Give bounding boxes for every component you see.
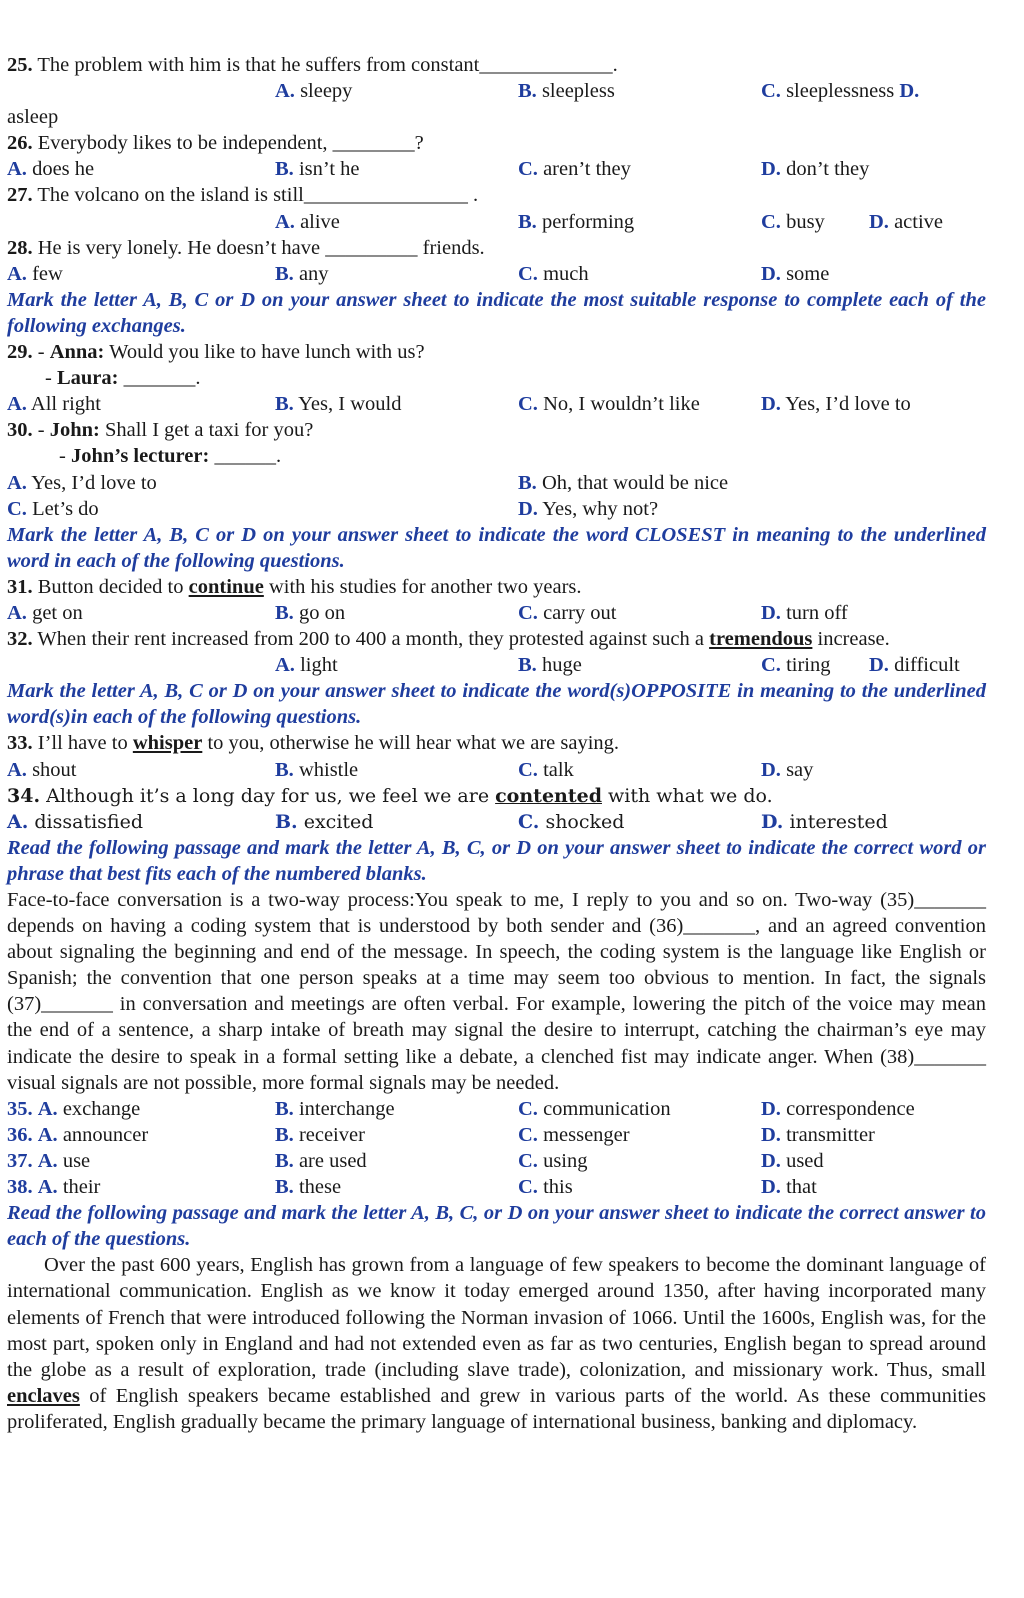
option-b[interactable]: B. receiver <box>275 1123 365 1146</box>
option-d[interactable]: D. interested <box>761 810 888 833</box>
option-a[interactable]: A. few <box>7 262 63 285</box>
cloze-passage: Face-to-face conversation is a two-way process:You speak to me, I reply to you and so on. Two-way (35)_______ depends on having a coding system that is understood by both sender and (36)_______, and an agreed convention about signaling the beginning and end of the message. In speech, the coding system is the language like English or Spanish; the convention that one person speaks at a time may seem too obvious to mention. In fact, the signals (37)_______ in conversation and meetings are often verbal. For example, lowering the pitch of the voice may mean the end of a sentence, a sharp intake of breath may signal the desire to interrupt, catching the chairman’s eye may indicate the desire to speak in a formal setting like a debate, a clenched fist may indicate anger. When (38)_______ visual signals are not possible, more formal signals may be needed. <box>7 889 986 1094</box>
option-a[interactable]: A. All right <box>7 393 101 416</box>
question-25-options <box>7 78 986 104</box>
option-c[interactable]: C. sleeplessness D. <box>761 80 920 103</box>
question-34-options <box>7 809 986 835</box>
question-32-options <box>7 652 986 678</box>
underlined-word: tremendous <box>709 628 813 651</box>
question-26-options <box>7 156 986 182</box>
option-d[interactable]: D. transmitter <box>761 1123 875 1146</box>
question-33-stem: 33. I’ll have to whisper to you, otherwise he will hear what we are saying. <box>7 732 620 755</box>
question-33-options <box>7 757 986 783</box>
question-26-stem: 26. Everybody likes to be independent, ________? <box>7 132 424 155</box>
question-30-line1: 30. - John: Shall I get a taxi for you? <box>7 419 314 442</box>
option-b[interactable]: B. huge <box>518 654 582 677</box>
option-b[interactable]: B. isn’t he <box>275 158 360 181</box>
option-d[interactable]: D. difficult <box>869 654 960 677</box>
question-29-line1: 29. - Anna: Would you like to have lunch with us? <box>7 341 425 364</box>
option-c[interactable]: C. No, I wouldn’t like <box>518 393 700 416</box>
option-b[interactable]: B. these <box>275 1176 342 1199</box>
section-instruction-closest: Mark the letter A, B, C or D on your answer sheet to indicate the word CLOSEST in meaning to the underlined word in each of the following questions. <box>7 523 986 572</box>
question-36-options <box>7 1122 986 1148</box>
question-35-options <box>7 1096 986 1122</box>
question-text: The problem with him is that he suffers from constant_____________. <box>32 54 618 76</box>
question-32-stem: 32. When their rent increased from 200 to 400 a month, they protested against such a tremendous increase. <box>7 628 890 651</box>
option-d[interactable]: D. correspondence <box>761 1097 915 1120</box>
option-a[interactable]: A. sleepy <box>275 80 353 103</box>
option-c[interactable]: C. using <box>518 1149 588 1172</box>
question-27-options <box>7 209 986 235</box>
option-d[interactable]: D. that <box>761 1176 817 1199</box>
question-27-stem: 27. The volcano on the island is still________________ . <box>7 184 479 207</box>
option-a[interactable]: 38. A. their <box>7 1176 101 1199</box>
option-a[interactable]: 36. A. announcer <box>7 1123 149 1146</box>
option-a[interactable]: A. does he <box>7 158 95 181</box>
option-c[interactable]: C. this <box>518 1176 573 1199</box>
question-38-options <box>7 1174 986 1200</box>
question-30-options-row2 <box>7 496 986 522</box>
option-a[interactable]: A. shout <box>7 758 77 781</box>
question-28-stem: 28. He is very lonely. He doesn’t have _________ friends. <box>7 236 485 259</box>
option-a[interactable]: A. dissatisfied <box>7 810 144 833</box>
underlined-word: whisper <box>132 732 203 755</box>
question-31-options <box>7 600 986 626</box>
option-d[interactable]: D. used <box>761 1149 824 1172</box>
option-b[interactable]: B. excited <box>275 810 374 833</box>
option-b[interactable]: B. performing <box>518 210 635 233</box>
underlined-word: enclaves <box>7 1384 80 1407</box>
question-30-line2: - John’s lecturer: ______. <box>59 445 282 468</box>
option-d[interactable]: D. Yes, I’d love to <box>761 393 911 416</box>
section-instruction-reading: Read the following passage and mark the letter A, B, C, or D on your answer sheet to indicate the correct answer to each of the questions. <box>7 1202 986 1251</box>
option-c[interactable]: C. shocked <box>518 810 625 833</box>
question-30-options-row1 <box>7 470 986 496</box>
option-b[interactable]: B. Yes, I would <box>275 393 402 416</box>
section-instruction-cloze: Read the following passage and mark the letter A, B, C, or D on your answer sheet to indicate the correct word or phrase that best fits each of the numbered blanks. <box>7 836 986 885</box>
option-c[interactable]: C. communication <box>518 1097 671 1120</box>
option-a[interactable]: 35. A. exchange <box>7 1097 141 1120</box>
option-d[interactable]: D. some <box>761 262 830 285</box>
option-b[interactable]: B. go on <box>275 601 346 624</box>
question-29-line2: - Laura: _______. <box>45 367 201 390</box>
underlined-word: continue <box>188 575 264 598</box>
option-c[interactable]: C. busy <box>761 210 825 233</box>
option-a[interactable]: 37. A. use <box>7 1149 91 1172</box>
option-a[interactable]: A. Yes, I’d love to <box>7 471 157 494</box>
question-31-stem: 31. Button decided to continue with his studies for another two years. <box>7 575 582 598</box>
option-c[interactable]: C. carry out <box>518 601 617 624</box>
reading-passage: Over the past 600 years, English has grown from a language of few speakers to become the dominant language of international communication. English as we know it today emerged around 1350, after having incorporated many elements of French that were introduced following the Norman invasion of 1066. Until the 1600s, English was, for the most part, spoken only in England and had not extended even as far as two centuries, English began to spread around the globe as a result of exploration, trade (including slave trade), colonization, and missionary work. Thus, small enclaves of English speakers became established and grew in various parts of the world. As these communities proliferated, English gradually became the primary language of international business, banking and diplomacy. <box>7 1254 986 1433</box>
question-29-options <box>7 391 986 417</box>
option-c[interactable]: C. messenger <box>518 1123 630 1146</box>
option-b[interactable]: B. are used <box>275 1149 367 1172</box>
question-number: 25. <box>7 54 33 76</box>
option-a[interactable]: A. light <box>275 654 338 677</box>
option-c[interactable]: C. aren’t they <box>518 158 631 181</box>
option-b[interactable]: B. sleepless <box>518 80 615 103</box>
option-a[interactable]: A. get on <box>7 601 83 624</box>
underlined-word: contented <box>495 784 602 807</box>
section-instruction-exchanges: Mark the letter A, B, C or D on your answer sheet to indicate the most suitable response to complete each of the following exchanges. <box>7 288 986 337</box>
option-d[interactable]: D. say <box>761 758 814 781</box>
option-d[interactable]: D. Yes, why not? <box>518 497 659 520</box>
question-28-options <box>7 261 986 287</box>
option-b[interactable]: B. Oh, that would be nice <box>518 471 729 494</box>
option-c[interactable]: C. Let’s do <box>7 497 99 520</box>
option-b[interactable]: B. interchange <box>275 1097 395 1120</box>
section-instruction-opposite: Mark the letter A, B, C or D on your answer sheet to indicate the word(s)OPPOSITE in meaning to the underlined word(s)in each of the following questions. <box>7 680 986 729</box>
option-d[interactable]: D. turn off <box>761 601 848 624</box>
option-d[interactable]: D. active <box>869 210 944 233</box>
question-25-stem <box>7 52 986 78</box>
option-c[interactable]: C. much <box>518 262 589 285</box>
option-b[interactable]: B. whistle <box>275 758 359 781</box>
question-37-options <box>7 1148 986 1174</box>
question-34-stem: 34. Although it’s a long day for us, we feel we are contented with what we do. <box>7 784 773 807</box>
question-25-option-d-text[interactable]: asleep <box>7 106 59 129</box>
option-c[interactable]: C. tiring <box>761 654 831 677</box>
option-a[interactable]: A. alive <box>275 210 340 233</box>
option-b[interactable]: B. any <box>275 262 329 285</box>
option-c[interactable]: C. talk <box>518 758 574 781</box>
option-d[interactable]: D. don’t they <box>761 158 870 181</box>
